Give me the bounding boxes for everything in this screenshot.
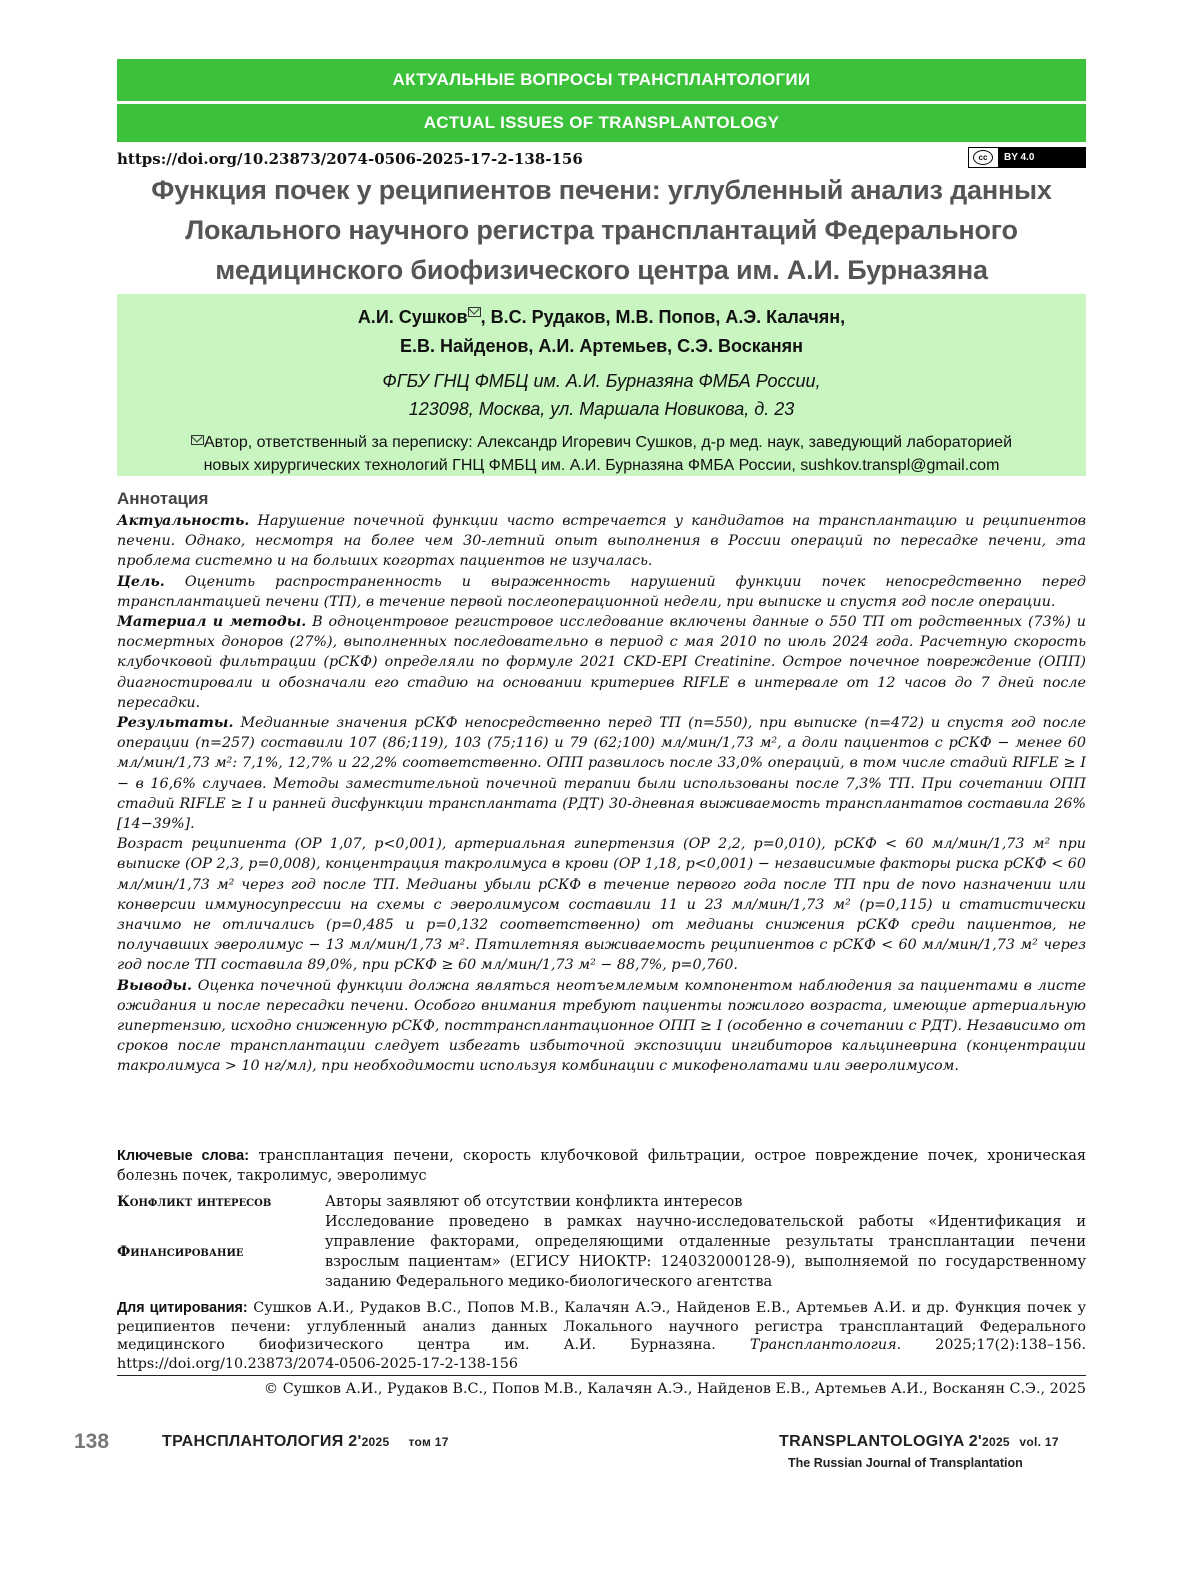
- abstract-relevance: [117, 511, 1086, 572]
- doi-link[interactable]: https://doi.org/10.23873/2074-0506-2025-17-2-138-156: [117, 150, 583, 168]
- journal-volume-ru: том 17: [408, 1435, 449, 1449]
- title-line: Функция почек у реципиентов печени: углубленный анализ данных: [151, 175, 1052, 205]
- title-line: Локального научного регистра трансплантаций Федерального: [185, 215, 1018, 245]
- license-label: BY 4.0: [998, 148, 1085, 167]
- journal-subtitle-en: The Russian Journal of Transplantation: [788, 1456, 1023, 1470]
- funding-row: [117, 1212, 1086, 1292]
- envelope-icon: [468, 307, 481, 317]
- section-text: В одноцентровое регистровое исследование включены данные о 550 ТП от родственных (73%) и посмертных доноров (27%), выполненных последовательно в период с мая 2010 по июль 2024 года. Расчетную скорость клубочковой фильтрации (рСКФ) определяли по формуле 2021 CKD-EPI Creatinine. Острое почечное повреждение (ОПП) диагностировали и обозначали его стадию на основании критериев RIFLE в интервале от 12 часов до 7 дней после пересадки.: [117, 614, 1086, 711]
- affiliation-line: 123098, Москва, ул. Маршала Новикова, д. 23: [408, 399, 795, 419]
- meta-table: [117, 1192, 1086, 1292]
- funding-label: Финансирование: [117, 1244, 244, 1260]
- journal-title-ru: ТРАНСПЛАНТОЛОГИЯ 2': [162, 1433, 362, 1450]
- author-list-line2: Е.В. Найденов, А.И. Артемьев, С.Э. Восканян: [399, 336, 804, 356]
- section-label: Цель.: [117, 573, 165, 590]
- abstract-heading: Аннотация: [117, 489, 209, 508]
- keywords-label: Ключевые слова:: [117, 1148, 250, 1164]
- funding-text: Исследование проведено в рамках научно-исследовательской работы «Идентификация и управление факторами, определяющими отдаленные результаты трансплантации печени взрослым пациентам» (ЕГИСУ НИОКТР: 124032000128-9), выполняемой по государственному заданию Федерального медико-биологического агентства: [325, 1214, 1086, 1290]
- divider: [117, 1375, 1086, 1376]
- corresponding-author: А.И. Сушков: [357, 307, 468, 327]
- title-line: медицинского биофизического центра им. А.И. Бурназяна: [215, 255, 988, 285]
- keywords-text: трансплантация печени, скорость клубочковой фильтрации, острое повреждение почек, хроническая болезнь почек, такролимус, эверолимус: [117, 1148, 1086, 1184]
- envelope-icon: [191, 435, 204, 445]
- correspondence-note: [117, 431, 1086, 477]
- abstract-results-continued: Возраст реципиента (ОР 1,07, p<0,001), артериальная гипертензия (ОР 2,2, p=0,010), рСКФ < 60 мл/мин/1,73 м² при выписке (ОР 2,3, p=0,008), концентрация такролимуса в крови (ОР 1,18, p<0,001) − независимые факторы риска рСКФ < 60 мл/мин/1,73 м² через год после ТП. Медианы убыли рСКФ в течение первого года после ТП при de novo назначении или конверсии иммуносупрессии на схемы с эверолимусом составили 11 и 23 мл/мин/1,73 м² (p=0,115) и статистически значимо не отличались (p=0,485 и p=0,132 соответственно) от медианы снижения рСКФ среди пациентов, не получавших эверолимус − 13 мл/мин/1,73 м². Пятилетняя выживаемость реципиентов с рСКФ < 60 мл/мин/1,73 м² через год после ТП составила 89,0%, при рСКФ ≥ 60 мл/мин/1,73 м² − 88,7%, p=0,760.: [117, 836, 1086, 974]
- journal-name-en: [779, 1433, 1059, 1451]
- section-label: Материал и методы.: [117, 614, 307, 631]
- author-info-box: [117, 294, 1086, 476]
- citation-text: Сушков А.И., Рудаков В.С., Попов М.В., Калачян А.Э., Найденов Е.В., Артемьев А.И. и др. Функция почек у реципиентов печени: углубленный анализ данных Локального научного регистра трансплантаций Федерального медицинского биофизического центра им. А.И. Бурназяна.: [117, 1300, 1086, 1353]
- keywords: [117, 1146, 1086, 1186]
- citation: [117, 1299, 1086, 1373]
- conflict-text: Авторы заявляют об отсутствии конфликта интересов: [325, 1194, 743, 1210]
- journal-title-en: TRANSPLANTOLOGIYA 2': [779, 1433, 983, 1450]
- journal-year-ru: 2025: [361, 1435, 390, 1449]
- correspondence-line: новых хирургических технологий ГНЦ ФМБЦ им. А.И. Бурназяна ФМБА России, sushkov.transpl@gmail.com: [203, 457, 1000, 474]
- citation-text-end: 2025;17(2):138–156. https://doi.org/10.23873/2074-0506-2025-17-2-138-156: [117, 1337, 1086, 1372]
- section-band-ru: АКТУАЛЬНЫЕ ВОПРОСЫ ТРАНСПЛАНТОЛОГИИ: [117, 59, 1086, 101]
- section-label: Выводы.: [117, 977, 193, 994]
- journal-year-en: 2025: [982, 1435, 1010, 1449]
- section-label: Результаты.: [117, 715, 234, 732]
- correspondence-line: Автор, ответственный за переписку: Александр Игоревич Сушков, д-р мед. наук, заведующий лабораторией: [203, 434, 1013, 451]
- abstract-aim: [117, 572, 1086, 612]
- conflict-row: [117, 1192, 1086, 1212]
- section-label: Актуальность.: [117, 513, 250, 529]
- section-text: Медианные значения рСКФ непосредственно перед ТП (n=550), при выписке (n=472) и спустя год после операции (n=257) составили 107 (86;119), 103 (75;116) и 79 (62;100) мл/мин/1,73 м², а доли пациентов с рСКФ − менее 60 мл/мин/1,73 м²: 7,1%, 12,7% и 22,2% соответственно. ОПП развилось после 33,0% операций, в том числе стадий RIFLE ≥ I − в 16,6% случаев. Методы заместительной почечной терапии были использованы после 7,3% ТП. При сочетании ОПП стадий RIFLE ≥ I и ранней дисфункции трансплантата (РДТ) 30-дневная выживаемость трансплантатов составила 26% [14−39%].: [117, 715, 1086, 833]
- author-list-rest: , В.С. Рудаков, М.В. Попов, А.Э. Калачян,: [480, 307, 846, 327]
- conflict-label: Конфликт интересов: [117, 1194, 272, 1210]
- section-text: Оценка почечной функции должна являться неотъемлемым компонентом наблюдения за пациентами в листе ожидания и после пересадки печени. Особого внимания требуют пациенты пожилого возраста, имеющие артериальную гипертензию, исходно сниженную рСКФ, посттрансплантационное ОПП ≥ I (особенно в сочетании с РДТ). Независимо от сроков после трансплантации следует избегать избыточной экспозиции ингибиторов кальциневрина (концентрации такролимуса > 10 нг/мл), при необходимости используя комбинации с микофенолатами или эверолимусом.: [117, 977, 1086, 1075]
- affiliation-line: ФГБУ ГНЦ ФМБЦ им. А.И. Бурназяна ФМБА России,: [382, 371, 821, 391]
- article-title: [117, 170, 1086, 290]
- journal-volume-en: vol. 17: [1019, 1435, 1059, 1449]
- creative-commons-icon: cc: [973, 150, 993, 165]
- license-badge[interactable]: [968, 147, 1086, 168]
- page-number: 138: [74, 1430, 110, 1453]
- citation-journal: Трансплантология.: [749, 1337, 902, 1353]
- abstract-methods: [117, 612, 1086, 713]
- abstract-results: [117, 713, 1086, 834]
- section-band-en: ACTUAL ISSUES OF TRANSPLANTOLOGY: [117, 104, 1086, 142]
- abstract-body: [117, 511, 1086, 1077]
- journal-name-ru: [162, 1433, 449, 1451]
- section-text: Оценить распространенность и выраженность нарушений функции почек непосредственно перед трансплантацией печени (ТП), в течение первой послеоперационной недели, при выписке и спустя год после операции.: [117, 573, 1086, 610]
- copyright: © Сушков А.И., Рудаков В.С., Попов М.В., Калачян А.Э., Найденов Е.В., Артемьев А.И., Восканян С.Э., 2025: [263, 1381, 1086, 1397]
- abstract-conclusions: [117, 976, 1086, 1077]
- author-list: [117, 294, 1086, 361]
- affiliation: [117, 367, 1086, 423]
- section-text: Нарушение почечной функции часто встречается у кандидатов на трансплантацию и реципиентов печени. Однако, несмотря на более чем 30-летний опыт выполнения в России операций по пересадке печени, эта проблема системно и на больших когортах пациентов не изучалась.: [117, 513, 1086, 570]
- citation-label: Для цитирования:: [117, 1300, 248, 1316]
